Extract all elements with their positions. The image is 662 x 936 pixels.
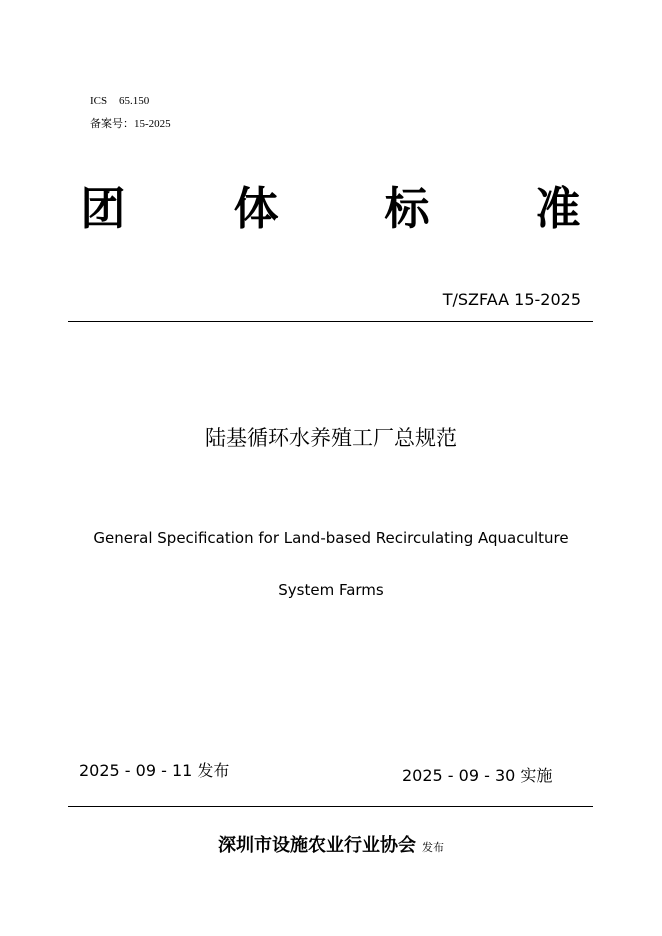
title-english-line2: System Farms	[278, 581, 384, 599]
issue-date: 2025 - 09 - 11 发布	[79, 761, 230, 780]
ics-label: ICS	[90, 95, 108, 107]
standard-type-char: 准	[535, 182, 581, 235]
ics-code: 65.150	[119, 95, 150, 107]
filing-number: 备案号：15-2025	[90, 118, 171, 130]
top-divider	[68, 321, 593, 322]
standard-number: T/SZFAA 15-2025	[442, 290, 581, 309]
standard-type-char: 团	[80, 182, 126, 235]
standard-type-char: 体	[233, 182, 279, 235]
standard-type-char: 标	[384, 182, 430, 235]
publisher-name: 深圳市设施农业行业协会	[218, 835, 416, 856]
implementation-date: 2025 - 09 - 30 实施	[402, 766, 553, 785]
publisher	[0, 834, 662, 860]
publisher-suffix: 发布	[422, 841, 444, 854]
bottom-divider	[68, 806, 593, 807]
title-english-line1: General Specification for Land-based Recirculating Aquaculture	[93, 529, 569, 547]
title-chinese: 陆基循环水养殖工厂总规范	[205, 426, 457, 450]
